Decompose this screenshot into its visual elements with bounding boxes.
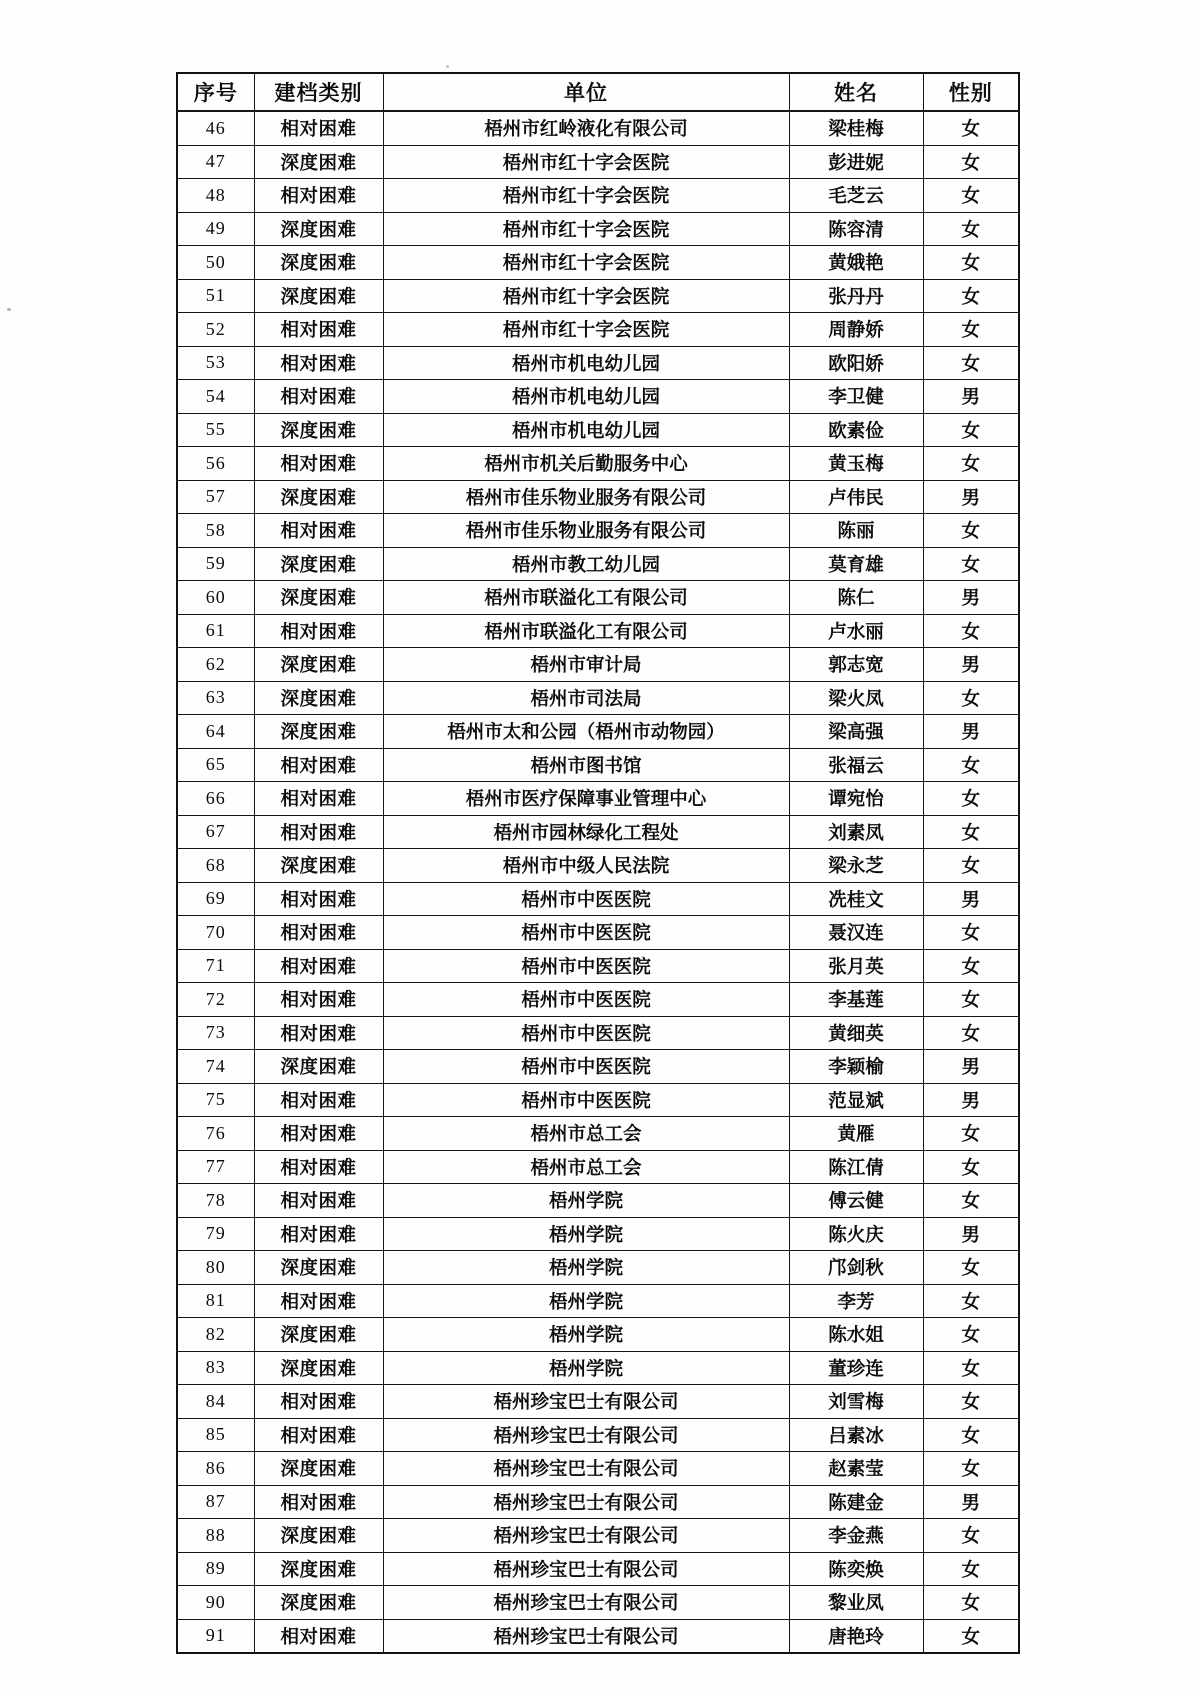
column-header-name: 姓名 [789,73,923,111]
cell-unit: 梧州市机电幼儿园 [383,380,789,414]
cell-name: 李芳 [789,1284,923,1318]
cell-category: 深度困难 [254,849,383,883]
cell-name: 黄玉梅 [789,447,923,481]
cell-serial: 52 [177,313,254,347]
cell-name: 陈火庆 [789,1217,923,1251]
cell-gender: 女 [923,614,1019,648]
cell-serial: 74 [177,1050,254,1084]
cell-unit: 梧州市中医医院 [383,1050,789,1084]
cell-serial: 80 [177,1251,254,1285]
cell-name: 郭志宽 [789,648,923,682]
cell-unit: 梧州学院 [383,1251,789,1285]
cell-name: 梁桂梅 [789,111,923,145]
cell-unit: 梧州市机电幼儿园 [383,346,789,380]
cell-category: 深度困难 [254,1050,383,1084]
cell-serial: 68 [177,849,254,883]
cell-gender: 女 [923,1117,1019,1151]
cell-unit: 梧州珍宝巴士有限公司 [383,1586,789,1620]
cell-name: 陈仁 [789,581,923,615]
cell-unit: 梧州市佳乐物业服务有限公司 [383,480,789,514]
cell-category: 深度困难 [254,246,383,280]
table-row [177,1016,1019,1050]
cell-name: 陈建金 [789,1485,923,1519]
cell-serial: 66 [177,782,254,816]
cell-category: 相对困难 [254,983,383,1017]
cell-serial: 62 [177,648,254,682]
cell-name: 张月英 [789,949,923,983]
cell-category: 相对困难 [254,1184,383,1218]
cell-gender: 女 [923,681,1019,715]
cell-unit: 梧州市中医医院 [383,983,789,1017]
cell-unit: 梧州市中医医院 [383,916,789,950]
cell-gender: 男 [923,715,1019,749]
cell-unit: 梧州珍宝巴士有限公司 [383,1485,789,1519]
cell-name: 李基莲 [789,983,923,1017]
cell-name: 梁高强 [789,715,923,749]
cell-gender: 女 [923,212,1019,246]
table-row [177,1217,1019,1251]
cell-category: 深度困难 [254,1318,383,1352]
cell-category: 相对困难 [254,1485,383,1519]
cell-serial: 71 [177,949,254,983]
cell-category: 深度困难 [254,413,383,447]
column-header-category: 建档类别 [254,73,383,111]
cell-category: 深度困难 [254,581,383,615]
cell-gender: 女 [923,1016,1019,1050]
table-row [177,1251,1019,1285]
cell-unit: 梧州珍宝巴士有限公司 [383,1552,789,1586]
cell-gender: 女 [923,1418,1019,1452]
cell-serial: 81 [177,1284,254,1318]
cell-serial: 63 [177,681,254,715]
table-body [177,111,1019,1653]
table-row [177,949,1019,983]
table-row [177,1619,1019,1653]
cell-unit: 梧州市红十字会医院 [383,179,789,213]
cell-name: 范显斌 [789,1083,923,1117]
cell-category: 深度困难 [254,1586,383,1620]
cell-unit: 梧州珍宝巴士有限公司 [383,1385,789,1419]
cell-unit: 梧州市联溢化工有限公司 [383,614,789,648]
cell-unit: 梧州市中医医院 [383,949,789,983]
cell-serial: 73 [177,1016,254,1050]
cell-unit: 梧州市机关后勤服务中心 [383,447,789,481]
table-row [177,648,1019,682]
cell-category: 深度困难 [254,1452,383,1486]
table-row [177,1586,1019,1620]
cell-category: 相对困难 [254,514,383,548]
cell-gender: 女 [923,1318,1019,1352]
cell-serial: 49 [177,212,254,246]
cell-name: 聂汉连 [789,916,923,950]
cell-unit: 梧州珍宝巴士有限公司 [383,1619,789,1653]
cell-serial: 69 [177,882,254,916]
cell-category: 相对困难 [254,1619,383,1653]
cell-gender: 女 [923,916,1019,950]
cell-gender: 女 [923,179,1019,213]
cell-gender: 女 [923,1586,1019,1620]
table-row [177,1418,1019,1452]
table-row [177,1050,1019,1084]
cell-name: 莫育雄 [789,547,923,581]
cell-serial: 72 [177,983,254,1017]
cell-serial: 83 [177,1351,254,1385]
cell-serial: 57 [177,480,254,514]
cell-name: 谭宛怡 [789,782,923,816]
cell-serial: 56 [177,447,254,481]
table-row [177,815,1019,849]
cell-unit: 梧州市红十字会医院 [383,313,789,347]
cell-category: 相对困难 [254,1217,383,1251]
table-row [177,916,1019,950]
cell-serial: 65 [177,748,254,782]
cell-category: 相对困难 [254,179,383,213]
cell-unit: 梧州市红岭液化有限公司 [383,111,789,145]
cell-category: 相对困难 [254,1284,383,1318]
cell-gender: 女 [923,279,1019,313]
cell-serial: 61 [177,614,254,648]
scan-speck [7,308,11,311]
cell-gender: 女 [923,547,1019,581]
cell-serial: 84 [177,1385,254,1419]
cell-gender: 女 [923,1619,1019,1653]
cell-unit: 梧州市审计局 [383,648,789,682]
cell-unit: 梧州市司法局 [383,681,789,715]
table-row [177,1385,1019,1419]
cell-name: 赵素莹 [789,1452,923,1486]
cell-unit: 梧州市中医医院 [383,882,789,916]
cell-unit: 梧州市中医医院 [383,1083,789,1117]
table-row [177,447,1019,481]
cell-name: 刘素凤 [789,815,923,849]
cell-serial: 55 [177,413,254,447]
cell-name: 陈江倩 [789,1150,923,1184]
cell-unit: 梧州市太和公园（梧州市动物园） [383,715,789,749]
cell-name: 陈丽 [789,514,923,548]
table-row [177,1184,1019,1218]
table-row [177,983,1019,1017]
cell-serial: 75 [177,1083,254,1117]
table-row [177,313,1019,347]
cell-gender: 女 [923,514,1019,548]
cell-name: 彭进妮 [789,145,923,179]
cell-serial: 91 [177,1619,254,1653]
cell-serial: 78 [177,1184,254,1218]
table-row [177,882,1019,916]
cell-serial: 87 [177,1485,254,1519]
cell-gender: 女 [923,1184,1019,1218]
cell-category: 深度困难 [254,648,383,682]
cell-serial: 50 [177,246,254,280]
table-row [177,1284,1019,1318]
cell-category: 相对困难 [254,1385,383,1419]
cell-serial: 59 [177,547,254,581]
table-row [177,346,1019,380]
cell-unit: 梧州市园林绿化工程处 [383,815,789,849]
table-row [177,111,1019,145]
cell-name: 傅云健 [789,1184,923,1218]
cell-name: 卢伟民 [789,480,923,514]
cell-serial: 77 [177,1150,254,1184]
cell-serial: 51 [177,279,254,313]
cell-name: 张丹丹 [789,279,923,313]
cell-gender: 男 [923,480,1019,514]
cell-unit: 梧州市医疗保障事业管理中心 [383,782,789,816]
cell-unit: 梧州市红十字会医院 [383,246,789,280]
table-row [177,1519,1019,1553]
cell-gender: 女 [923,313,1019,347]
table-row [177,1552,1019,1586]
cell-unit: 梧州珍宝巴士有限公司 [383,1418,789,1452]
cell-unit: 梧州学院 [383,1184,789,1218]
cell-serial: 82 [177,1318,254,1352]
scan-speck [446,65,449,68]
cell-gender: 男 [923,648,1019,682]
cell-category: 深度困难 [254,279,383,313]
cell-serial: 79 [177,1217,254,1251]
table-row [177,514,1019,548]
roster-table [176,72,1020,1654]
cell-gender: 女 [923,849,1019,883]
cell-name: 陈水姐 [789,1318,923,1352]
cell-name: 吕素冰 [789,1418,923,1452]
cell-gender: 女 [923,1284,1019,1318]
column-header-gender: 性别 [923,73,1019,111]
cell-gender: 男 [923,380,1019,414]
cell-serial: 64 [177,715,254,749]
cell-serial: 89 [177,1552,254,1586]
cell-unit: 梧州市教工幼儿园 [383,547,789,581]
cell-category: 相对困难 [254,1150,383,1184]
cell-category: 深度困难 [254,480,383,514]
cell-gender: 男 [923,1083,1019,1117]
cell-name: 李颖榆 [789,1050,923,1084]
cell-gender: 女 [923,1251,1019,1285]
cell-unit: 梧州珍宝巴士有限公司 [383,1452,789,1486]
cell-category: 相对困难 [254,949,383,983]
cell-gender: 男 [923,1485,1019,1519]
cell-gender: 女 [923,782,1019,816]
cell-name: 欧阳娇 [789,346,923,380]
cell-serial: 47 [177,145,254,179]
cell-category: 深度困难 [254,1251,383,1285]
cell-category: 相对困难 [254,748,383,782]
cell-name: 陈奕焕 [789,1552,923,1586]
cell-serial: 86 [177,1452,254,1486]
cell-gender: 女 [923,145,1019,179]
cell-category: 深度困难 [254,681,383,715]
cell-serial: 46 [177,111,254,145]
cell-name: 黄细英 [789,1016,923,1050]
cell-unit: 梧州市红十字会医院 [383,212,789,246]
table-row [177,1083,1019,1117]
cell-serial: 70 [177,916,254,950]
cell-unit: 梧州市红十字会医院 [383,279,789,313]
cell-name: 梁永芝 [789,849,923,883]
table-row [177,279,1019,313]
cell-name: 卢水丽 [789,614,923,648]
table-row [177,581,1019,615]
column-header-serial: 序号 [177,73,254,111]
cell-gender: 女 [923,1385,1019,1419]
table-header-row [177,73,1019,111]
cell-category: 深度困难 [254,145,383,179]
cell-name: 黄娥艳 [789,246,923,280]
table-row [177,380,1019,414]
cell-gender: 女 [923,111,1019,145]
cell-name: 李金燕 [789,1519,923,1553]
cell-gender: 女 [923,949,1019,983]
cell-serial: 54 [177,380,254,414]
cell-gender: 女 [923,346,1019,380]
cell-gender: 女 [923,413,1019,447]
table-row [177,212,1019,246]
cell-gender: 女 [923,815,1019,849]
table-row [177,782,1019,816]
cell-gender: 女 [923,1351,1019,1385]
cell-category: 相对困难 [254,1117,383,1151]
cell-name: 李卫健 [789,380,923,414]
cell-unit: 梧州珍宝巴士有限公司 [383,1519,789,1553]
cell-gender: 男 [923,882,1019,916]
cell-name: 唐艳玲 [789,1619,923,1653]
cell-gender: 男 [923,1217,1019,1251]
cell-category: 深度困难 [254,1519,383,1553]
table-row [177,1485,1019,1519]
cell-unit: 梧州市红十字会医院 [383,145,789,179]
cell-name: 梁火凤 [789,681,923,715]
cell-gender: 女 [923,983,1019,1017]
cell-gender: 男 [923,581,1019,615]
cell-unit: 梧州市联溢化工有限公司 [383,581,789,615]
table-row [177,681,1019,715]
cell-serial: 67 [177,815,254,849]
table-row [177,748,1019,782]
cell-unit: 梧州市佳乐物业服务有限公司 [383,514,789,548]
cell-unit: 梧州学院 [383,1217,789,1251]
cell-category: 深度困难 [254,1351,383,1385]
cell-serial: 76 [177,1117,254,1151]
cell-category: 相对困难 [254,614,383,648]
cell-name: 张福云 [789,748,923,782]
cell-name: 毛芝云 [789,179,923,213]
cell-category: 相对困难 [254,916,383,950]
cell-serial: 88 [177,1519,254,1553]
cell-gender: 女 [923,1150,1019,1184]
cell-category: 相对困难 [254,111,383,145]
cell-unit: 梧州学院 [383,1284,789,1318]
cell-unit: 梧州学院 [383,1318,789,1352]
cell-gender: 女 [923,246,1019,280]
cell-category: 深度困难 [254,547,383,581]
cell-unit: 梧州市中级人民法院 [383,849,789,883]
cell-category: 相对困难 [254,346,383,380]
cell-gender: 女 [923,1452,1019,1486]
cell-unit: 梧州市图书馆 [383,748,789,782]
table-row [177,1452,1019,1486]
table-row [177,849,1019,883]
cell-gender: 男 [923,1050,1019,1084]
cell-gender: 女 [923,1552,1019,1586]
cell-category: 相对困难 [254,1418,383,1452]
cell-category: 相对困难 [254,1083,383,1117]
cell-serial: 53 [177,346,254,380]
cell-unit: 梧州学院 [383,1351,789,1385]
table-row [177,1117,1019,1151]
cell-serial: 60 [177,581,254,615]
cell-gender: 女 [923,748,1019,782]
table-row [177,1150,1019,1184]
cell-name: 刘雪梅 [789,1385,923,1419]
cell-gender: 女 [923,1519,1019,1553]
cell-category: 深度困难 [254,212,383,246]
cell-serial: 58 [177,514,254,548]
table-row [177,246,1019,280]
cell-category: 深度困难 [254,1552,383,1586]
cell-serial: 90 [177,1586,254,1620]
cell-name: 黄雁 [789,1117,923,1151]
cell-serial: 48 [177,179,254,213]
table-row [177,1351,1019,1385]
cell-unit: 梧州市中医医院 [383,1016,789,1050]
cell-name: 董珍连 [789,1351,923,1385]
cell-name: 周静娇 [789,313,923,347]
cell-category: 相对困难 [254,815,383,849]
cell-category: 相对困难 [254,313,383,347]
cell-category: 深度困难 [254,715,383,749]
cell-name: 欧素俭 [789,413,923,447]
cell-category: 相对困难 [254,447,383,481]
table-row [177,145,1019,179]
cell-name: 邝剑秋 [789,1251,923,1285]
table-row [177,614,1019,648]
cell-category: 相对困难 [254,782,383,816]
cell-category: 相对困难 [254,1016,383,1050]
table-row [177,179,1019,213]
table-row [177,547,1019,581]
cell-unit: 梧州市总工会 [383,1117,789,1151]
cell-gender: 女 [923,447,1019,481]
table-row [177,413,1019,447]
cell-serial: 85 [177,1418,254,1452]
cell-unit: 梧州市总工会 [383,1150,789,1184]
table-row [177,1318,1019,1352]
cell-name: 冼桂文 [789,882,923,916]
column-header-unit: 单位 [383,73,789,111]
cell-unit: 梧州市机电幼儿园 [383,413,789,447]
table-row [177,715,1019,749]
cell-category: 相对困难 [254,882,383,916]
table-row [177,480,1019,514]
cell-category: 相对困难 [254,380,383,414]
cell-name: 黎业凤 [789,1586,923,1620]
cell-name: 陈容清 [789,212,923,246]
